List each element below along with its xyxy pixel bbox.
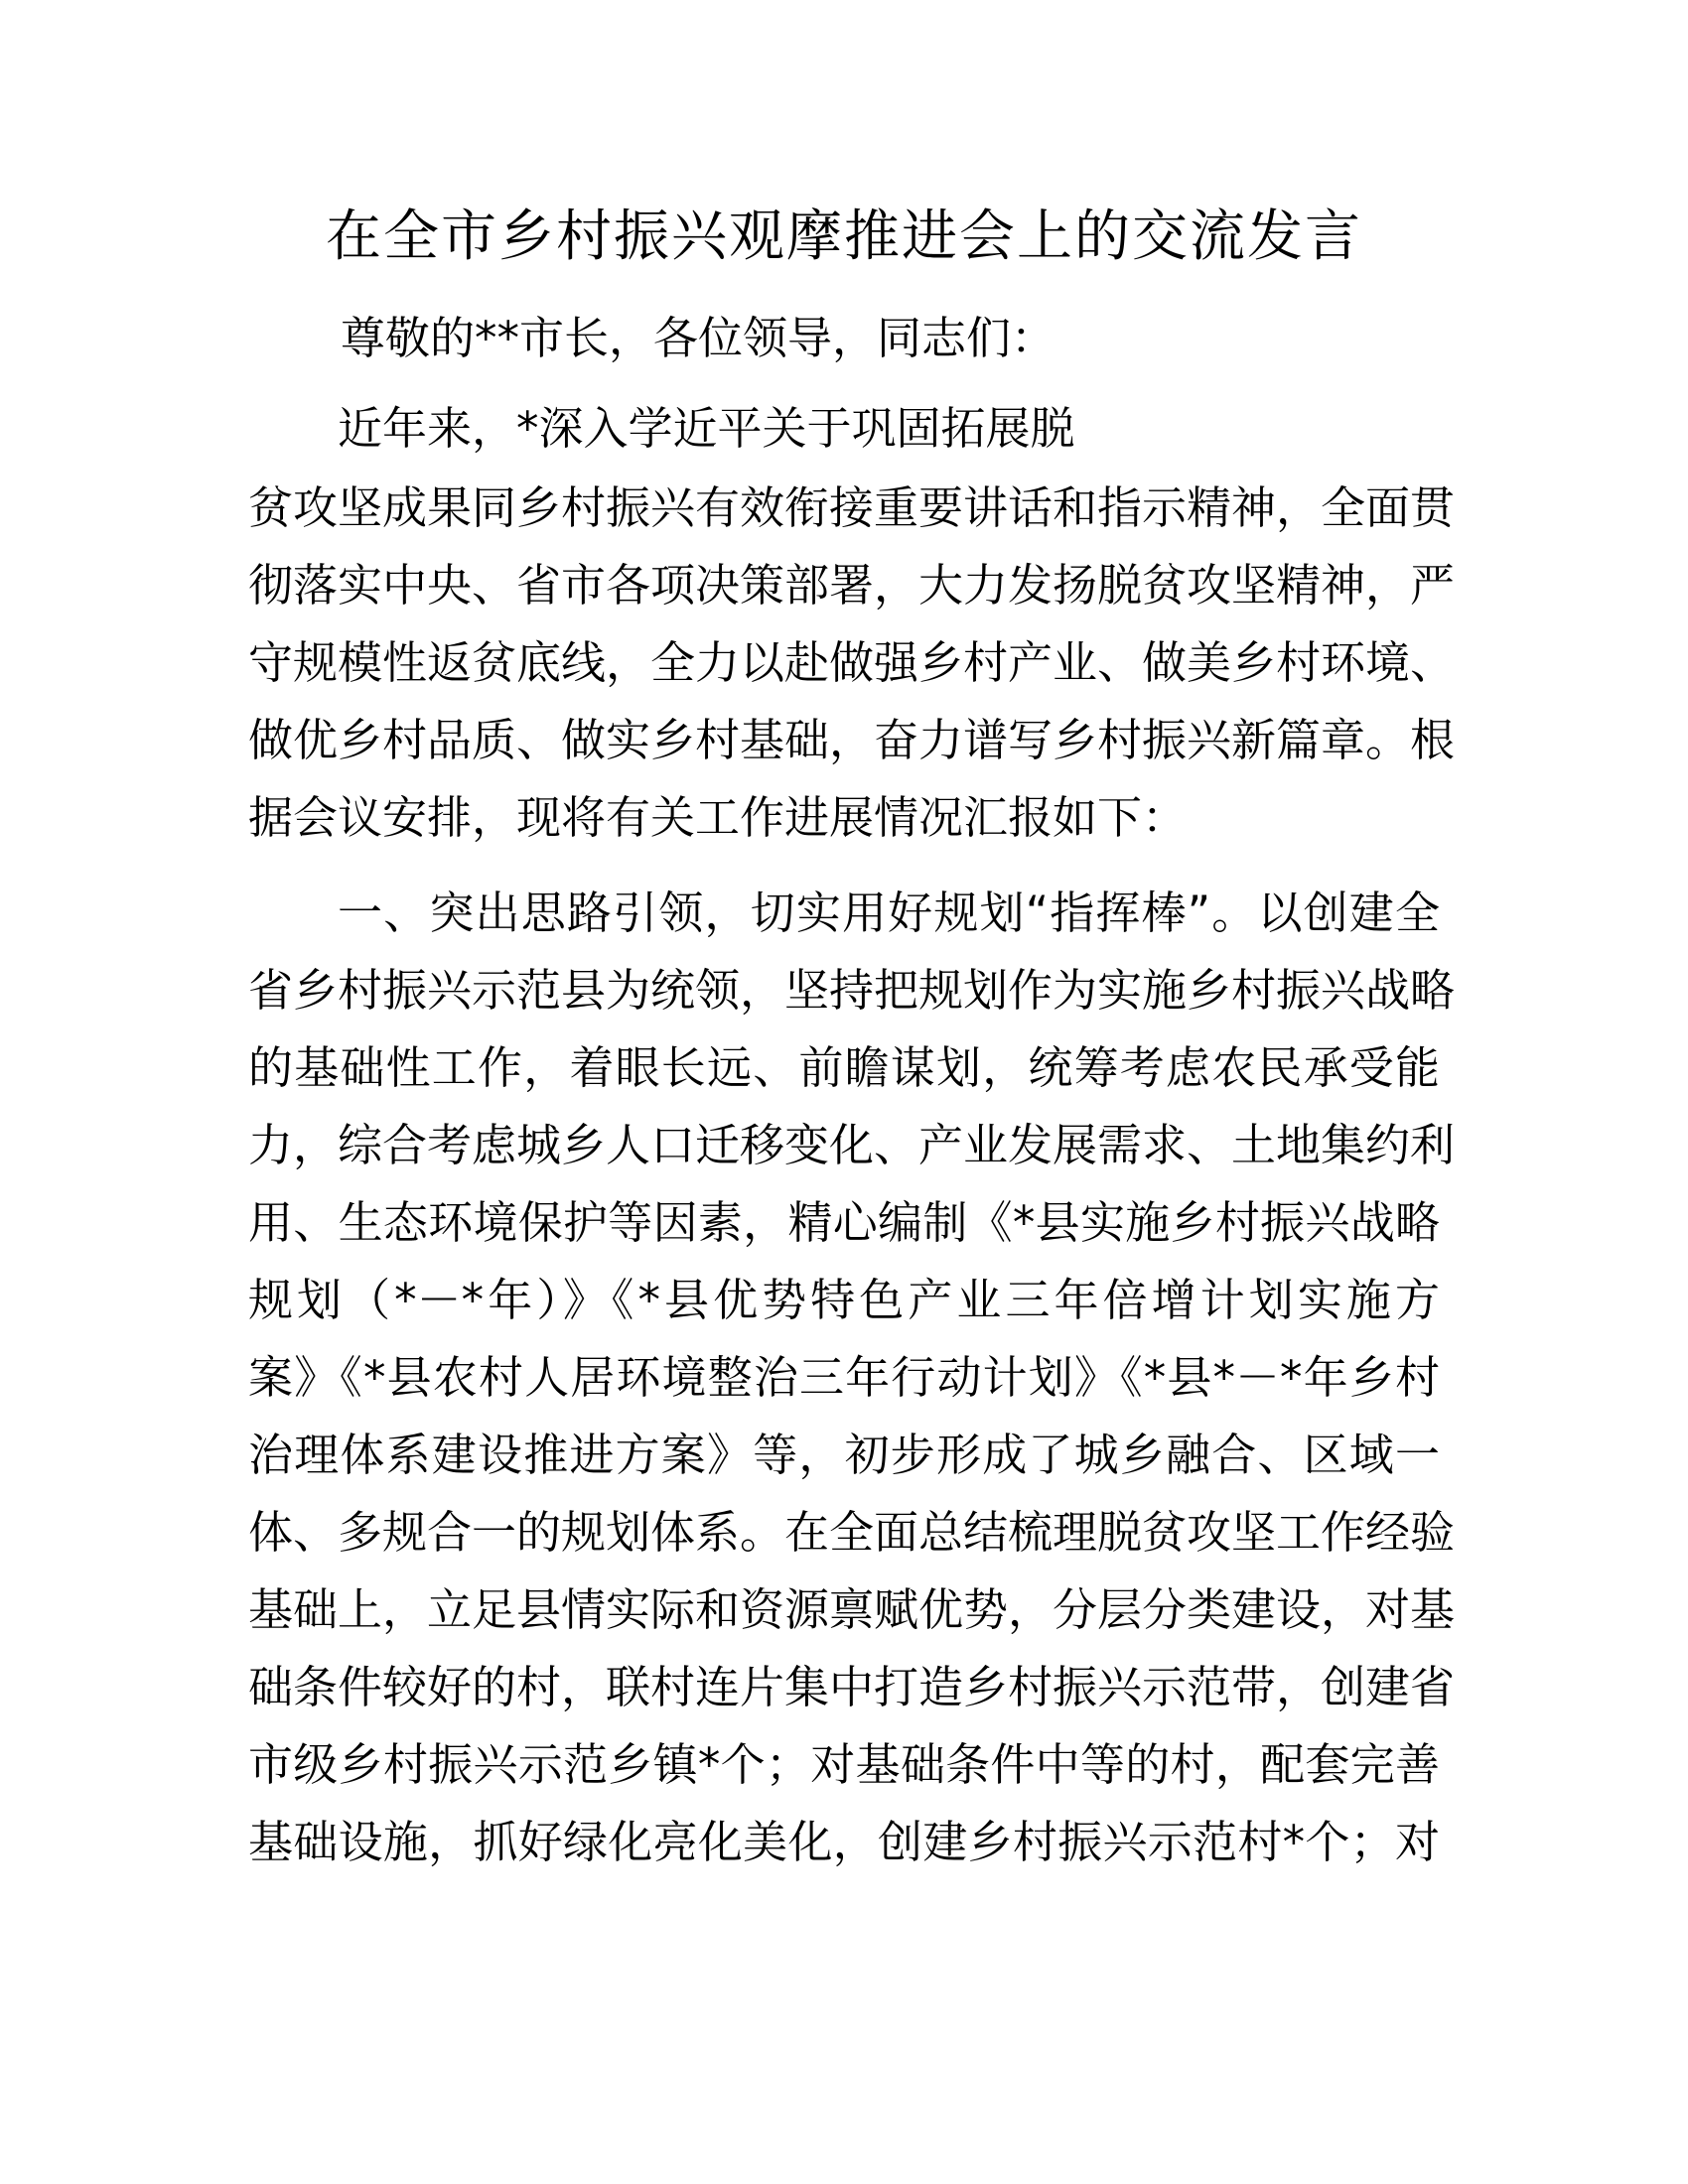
text-line: 基础设施，抓好绿化亮化美化，创建乡村振兴示范村*个；对 xyxy=(248,1816,1440,1868)
text-line: 贫攻坚成果同乡村振兴有效衔接重要讲话和指示精神，全面贯 xyxy=(248,481,1456,534)
text-line: 市级乡村振兴示范乡镇*个；对基础条件中等的村，配套完善 xyxy=(248,1738,1440,1791)
text-line: 彻落实中央、省市各项决策部署，大力发扬脱贫攻坚精神，严 xyxy=(248,559,1456,612)
text-line: 守规模性返贫底线，全力以赴做强乡村产业、做美乡村环境、 xyxy=(248,636,1456,689)
document-title: 在全市乡村振兴观摩推进会上的交流发言 xyxy=(326,205,1362,269)
text-line: 础条件较好的村，联村连片集中打造乡村振兴示范带，创建省 xyxy=(248,1661,1456,1713)
text-line: 案》《*县农村人居环境整治三年行动计划》《*县*－*年乡村 xyxy=(248,1351,1440,1404)
paragraph-intro xyxy=(248,390,1456,857)
text-line: 省乡村振兴示范县为统领，坚持把规划作为实施乡村振兴战略 xyxy=(248,964,1456,1017)
text-line: 体、多规合一的规划体系。在全面总结梳理脱贫攻坚工作经验 xyxy=(248,1506,1456,1559)
text-line: 治理体系建设推进方案》等，初步形成了城乡融合、区域一 xyxy=(248,1429,1440,1481)
text-line: 做优乡村品质、做实乡村基础，奋力谱写乡村振兴新篇章。根 xyxy=(248,714,1456,766)
text-line: 基础上，立足县情实际和资源禀赋优势，分层分类建设，对基 xyxy=(248,1583,1456,1636)
section-heading-line: 一、突出思路引领，切实用好规划“指挥棒”。以创建全 xyxy=(338,887,1440,939)
text-line: 近年来，*深入学近平关于巩固拓展脱 xyxy=(338,402,1075,455)
salutation: 尊敬的**市长，各位领导，同志们： xyxy=(341,312,1056,364)
text-line: 的基础性工作，着眼长远、前瞻谋划，统筹考虑农民承受能 xyxy=(248,1041,1440,1094)
text-line: 用、生态环境保护等因素，精心编制《*县实施乡村振兴战略 xyxy=(248,1196,1440,1249)
paragraph-section-one xyxy=(248,875,1456,1881)
text-line: 据会议安排，现将有关工作进展情况汇报如下： xyxy=(248,791,1188,844)
text-line: 规划（*－*年）》《*县优势特色产业三年倍增计划实施方 xyxy=(248,1274,1440,1326)
text-line: 力，综合考虑城乡人口迁移变化、产业发展需求、土地集约利 xyxy=(248,1119,1456,1171)
